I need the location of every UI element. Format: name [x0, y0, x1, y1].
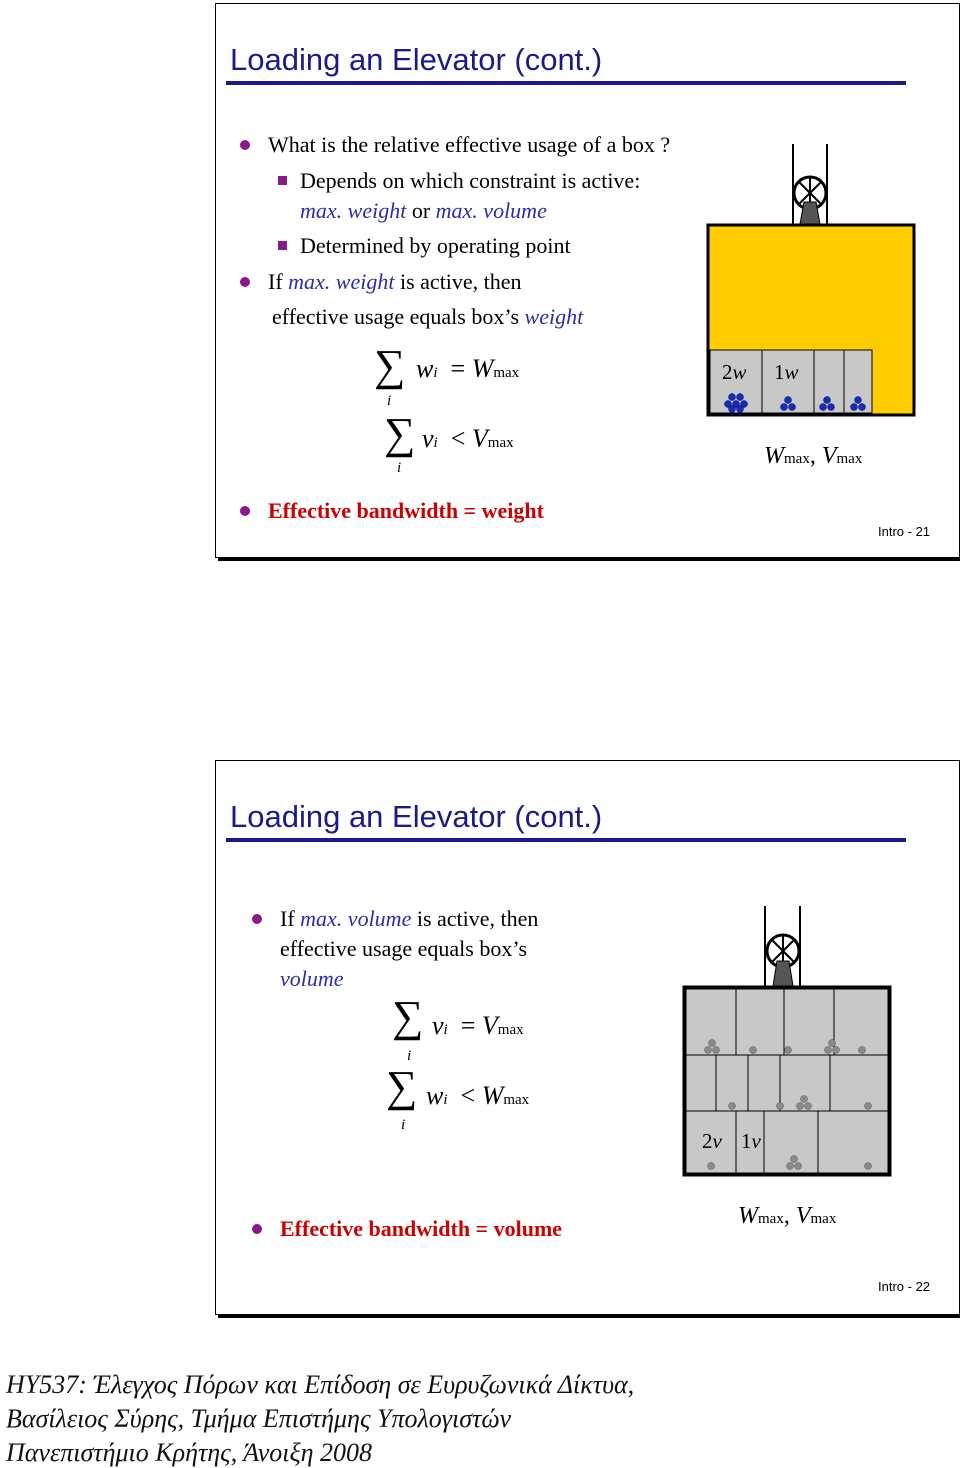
rhs-subscript: max: [503, 1092, 530, 1108]
sub-bullet-depends: Depends on which constraint is active:: [300, 168, 641, 193]
bullet-relative-usage: What is the relative effective usage of a box ?: [268, 132, 671, 157]
variable: v: [422, 424, 434, 453]
cap-weight-sub: max: [758, 1211, 784, 1227]
rhs-variable: W: [481, 1081, 504, 1110]
max-weight-term: max. weight: [300, 198, 407, 223]
label-1w: [774, 362, 799, 383]
footer-university-line: Πανεπιστήμιο Κρήτης, Άνοιξη 2008: [6, 1438, 373, 1467]
label-number: 1: [741, 1129, 752, 1153]
label-variable: w: [732, 360, 747, 384]
pulley-icon: [765, 906, 800, 986]
cap-volume-sub: max: [810, 1211, 837, 1227]
variable: v: [432, 1011, 444, 1040]
cap-volume: V: [821, 443, 837, 469]
label-variable: v: [751, 1129, 761, 1153]
rhs-variable: V: [481, 1011, 498, 1040]
label-1v: [741, 1131, 761, 1152]
cap-separator: ,: [783, 1203, 790, 1229]
volume-term: volume: [280, 966, 344, 991]
pulley-icon: [793, 144, 827, 224]
cap-weight-sub: max: [784, 451, 810, 467]
sub-bullet-operating-point: Determined by operating point: [300, 233, 571, 258]
rhs-subscript: max: [493, 365, 520, 381]
slide-title: Loading an Elevator (cont.): [230, 799, 603, 834]
operator: <: [460, 1081, 476, 1110]
bullet-effective-usage-volume: effective usage equals box’s: [280, 936, 528, 961]
label-number: 2: [722, 360, 733, 384]
sum-index: i: [407, 1048, 412, 1064]
capacity-caption: [738, 1204, 836, 1228]
rhs-variable: W: [471, 354, 494, 383]
rhs-variable: V: [471, 424, 488, 453]
slide-intro-22: [215, 760, 960, 1315]
sum-index: i: [387, 393, 392, 409]
sigma-symbol: ∑: [374, 341, 406, 390]
rhs-subscript: max: [487, 435, 514, 451]
rhs-subscript: max: [497, 1022, 524, 1038]
cap-separator: ,: [809, 443, 816, 469]
bullet-effective-bandwidth-volume: Effective bandwidth = volume: [280, 1216, 563, 1241]
subscript: i: [443, 1092, 448, 1108]
cap-weight: W: [764, 443, 784, 469]
label-variable: v: [712, 1129, 722, 1153]
cap-volume: V: [795, 1203, 811, 1229]
or-word: or: [406, 198, 436, 223]
bullet-text: effective usage equals box’s: [272, 304, 525, 329]
cap-volume-sub: max: [836, 451, 863, 467]
sum-index: i: [401, 1117, 406, 1133]
label-variable: w: [784, 360, 799, 384]
label-number: 2: [702, 1129, 713, 1153]
page-number: Intro - 22: [878, 1279, 931, 1294]
max-volume-term: max. volume: [300, 906, 412, 931]
sigma-symbol: ∑: [392, 992, 424, 1041]
operator: <: [450, 424, 466, 453]
variable: w: [416, 354, 434, 383]
cap-weight: W: [738, 1203, 758, 1229]
label-2v: [702, 1131, 722, 1152]
max-volume-term: max. volume: [435, 198, 547, 223]
slide-intro-21: [215, 3, 960, 558]
subscript: i: [443, 1022, 448, 1038]
sigma-symbol: ∑: [384, 409, 416, 458]
bullet-text: is active, then: [411, 906, 539, 931]
footer-author-line: Βασίλειος Σύρης, Τμήμα Επιστήμης Υπολογιστών: [6, 1404, 512, 1433]
max-weight-term: max. weight: [288, 269, 395, 294]
bullet-text: If: [268, 269, 289, 294]
footer-course-line: ΗΥ537: Έλεγχος Πόρων και Επίδοση σε Ευρυζωνικά Δίκτυα,: [6, 1370, 635, 1399]
sigma-symbol: ∑: [386, 1062, 418, 1111]
subscript: i: [433, 435, 438, 451]
elevator-volume-diagram: [216, 761, 959, 1314]
page-number: Intro - 21: [878, 524, 931, 539]
slide-title: Loading an Elevator (cont.): [230, 42, 603, 77]
subscript: i: [433, 365, 438, 381]
operator: =: [450, 354, 466, 383]
bullet-effective-bandwidth-weight: Effective bandwidth = weight: [268, 498, 544, 523]
capacity-caption: [764, 444, 862, 468]
sum-index: i: [397, 460, 402, 476]
elevator-weight-diagram: [216, 4, 959, 557]
label-2w: [722, 362, 747, 383]
label-number: 1: [774, 360, 785, 384]
bullet-text: If: [280, 906, 301, 931]
variable: w: [426, 1081, 444, 1110]
bullet-text: is active, then: [394, 269, 522, 294]
operator: =: [460, 1011, 476, 1040]
weight-term: weight: [524, 304, 584, 329]
